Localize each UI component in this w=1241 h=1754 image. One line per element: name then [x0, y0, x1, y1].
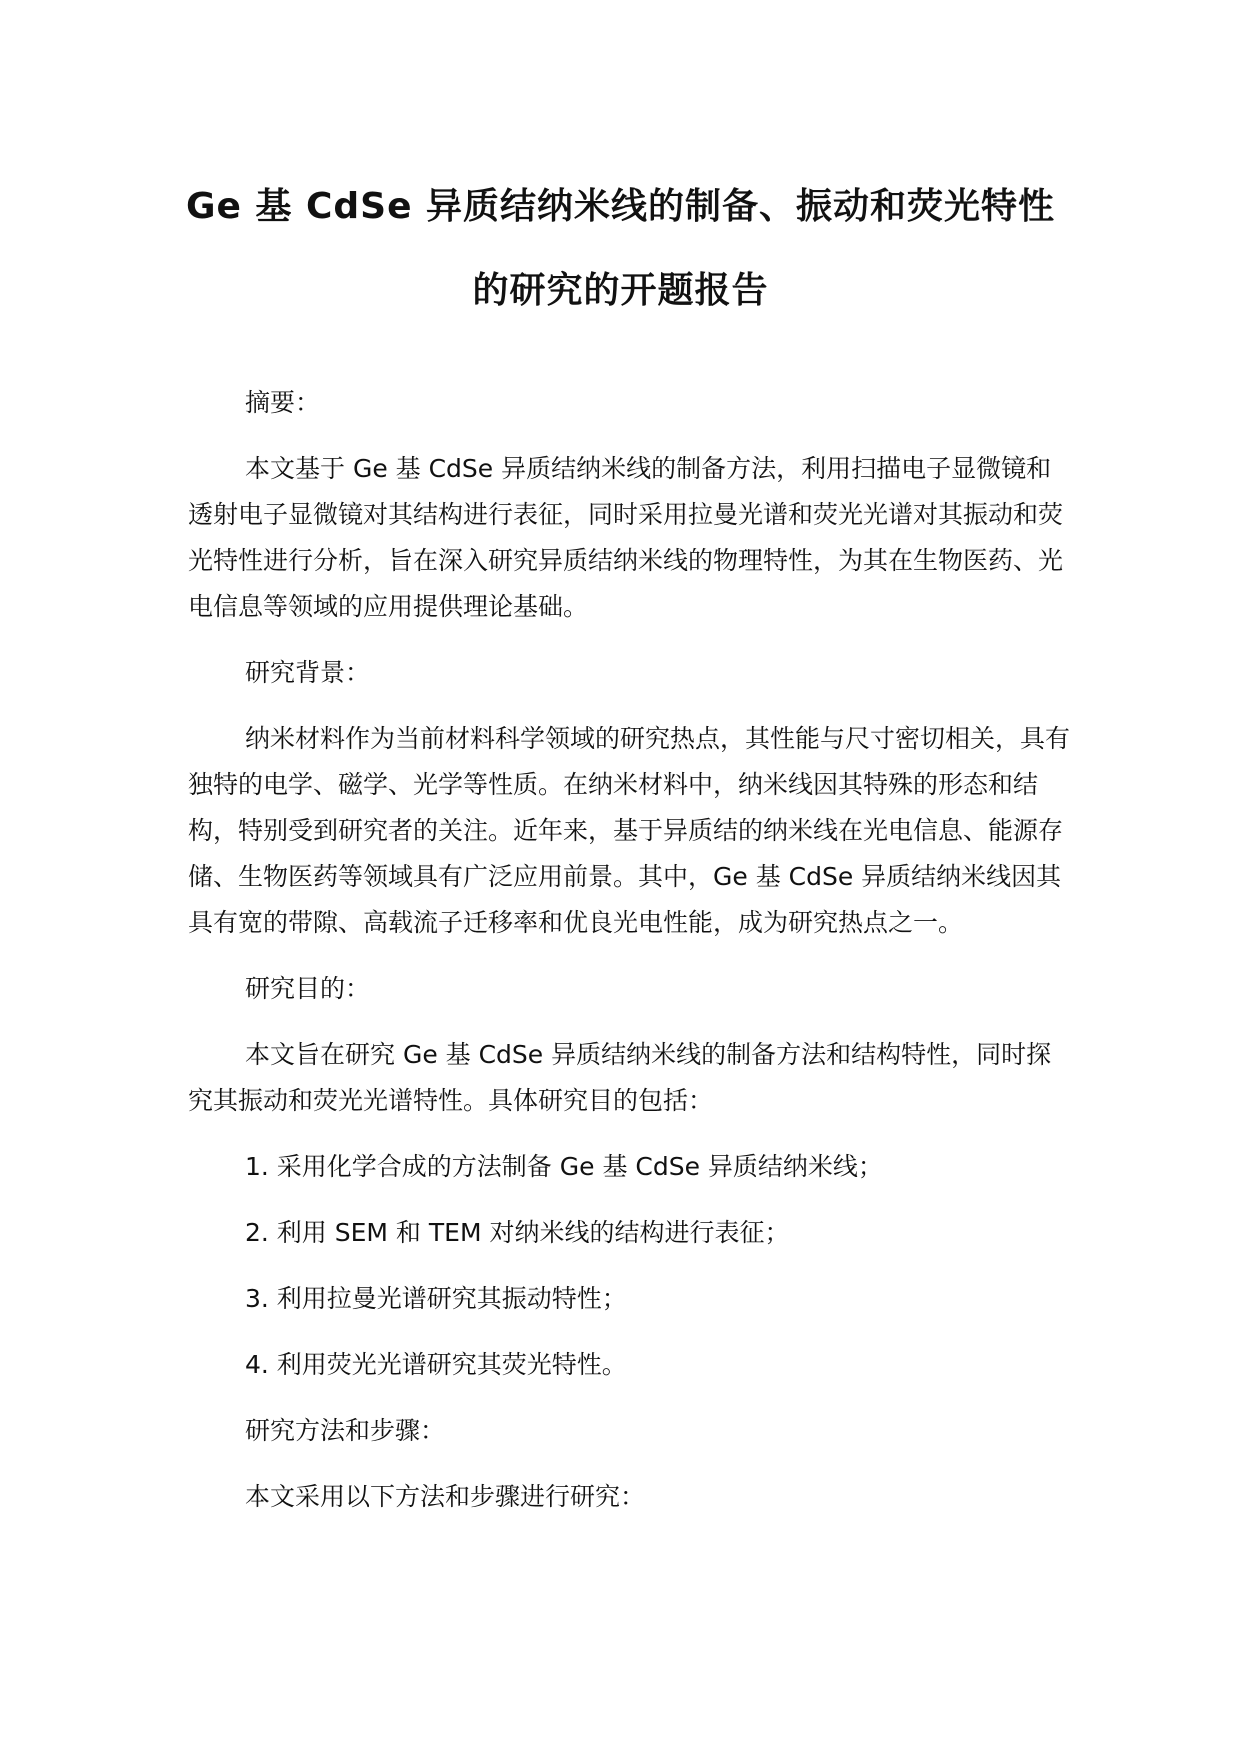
method-paragraph: 本文采用以下方法和步骤进行研究： [245, 1482, 646, 1511]
document-title-line-1: Ge 基 CdSe 异质结纳米线的制备、振动和荧光特性 [185, 186, 1056, 227]
purpose-item-3: 3. 利用拉曼光谱研究其振动特性； [245, 1284, 627, 1313]
background-heading: 研究背景： [245, 658, 371, 687]
document-title-line-2: 的研究的开题报告 [472, 270, 769, 311]
method-heading: 研究方法和步骤： [245, 1416, 446, 1445]
document-body [188, 380, 1076, 1520]
abstract-heading: 摘要： [245, 388, 321, 417]
purpose-heading: 研究目的： [245, 974, 371, 1003]
background-paragraph: 纳米材料作为当前材料科学领域的研究热点，其性能与尺寸密切相关，具有独特的电学、磁学、光学等性质。在纳米材料中，纳米线因其特殊的形态和结构，特别受到研究者的关注。近年来，基于异质结的纳米线在光电信息、能源存储、生物医药等领域具有广泛应用前景。其中，Ge 基 CdSe 异质结纳米线因其具有宽的带隙、高载流子迁移率和优良光电性能，成为研究热点之一。 [188, 724, 1071, 937]
purpose-item-1: 1. 采用化学合成的方法制备 Ge 基 CdSe 异质结纳米线； [245, 1152, 883, 1181]
purpose-item-2: 2. 利用 SEM 和 TEM 对纳米线的结构进行表征； [245, 1218, 790, 1247]
purpose-item-4: 4. 利用荧光光谱研究其荧光特性。 [245, 1350, 627, 1379]
abstract-paragraph: 本文基于 Ge 基 CdSe 异质结纳米线的制备方法，利用扫描电子显微镜和透射电子显微镜对其结构进行表征，同时采用拉曼光谱和荧光光谱对其振动和荧光特性进行分析，旨在深入研究异质结纳米线的物理特性，为其在生物医药、光电信息等领域的应用提供理论基础。 [188, 454, 1064, 621]
purpose-paragraph: 本文旨在研究 Ge 基 CdSe 异质结纳米线的制备方法和结构特性，同时探究其振动和荧光光谱特性。具体研究目的包括： [188, 1040, 1052, 1115]
